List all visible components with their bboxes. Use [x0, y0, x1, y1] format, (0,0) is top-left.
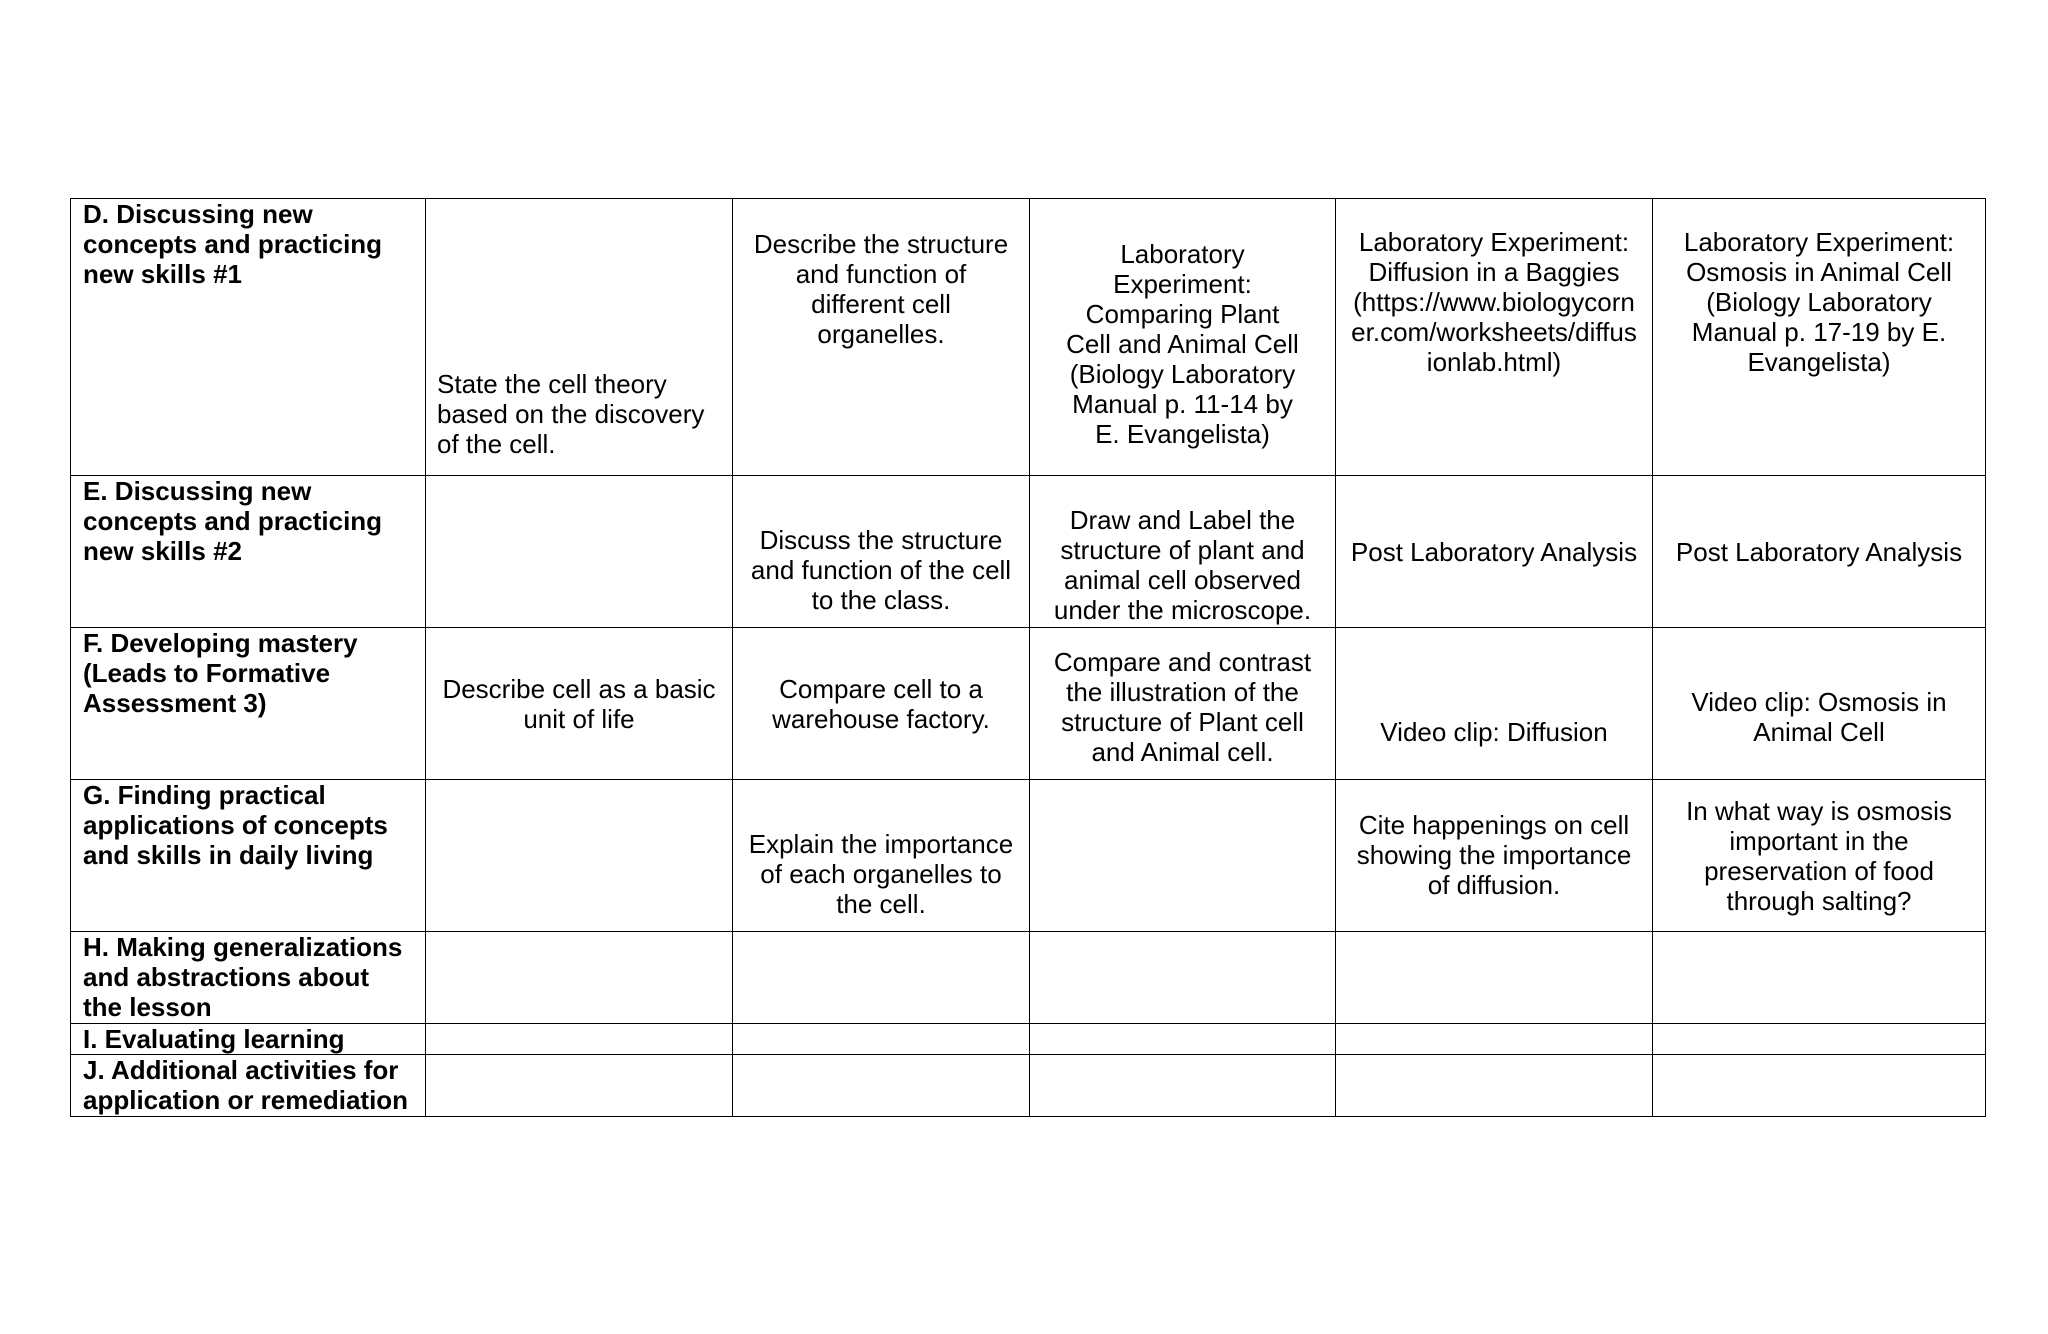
row-label: F. Developing mastery (Leads to Formative Assessment 3)	[71, 628, 426, 780]
table-row	[71, 780, 1986, 932]
table-cell	[1030, 932, 1336, 1024]
row-label: E. Discussing new concepts and practicing new skills #2	[71, 476, 426, 628]
table-row	[71, 199, 1986, 476]
lesson-plan-table	[70, 198, 1986, 1117]
table-cell: Explain the importance of each organelles to the cell.	[733, 780, 1030, 932]
table-cell	[426, 1024, 733, 1055]
row-label: I. Evaluating learning	[71, 1024, 426, 1055]
table-cell	[1030, 780, 1336, 932]
table-cell: Post Laboratory Analysis	[1336, 476, 1653, 628]
table-cell	[426, 476, 733, 628]
table-cell: Laboratory Experiment: Osmosis in Animal Cell (Biology Laboratory Manual p. 17-19 by E. Evangelista)	[1653, 199, 1986, 476]
row-label: J. Additional activities for application or remediation	[71, 1055, 426, 1117]
table-cell	[426, 780, 733, 932]
table-cell	[1336, 1024, 1653, 1055]
table-cell: Draw and Label the structure of plant and animal cell observed under the microscope.	[1030, 476, 1336, 628]
row-label: H. Making generalizations and abstractions about the lesson	[71, 932, 426, 1024]
table-cell	[733, 1055, 1030, 1117]
table-row	[71, 628, 1986, 780]
table-row	[71, 1024, 1986, 1055]
table-cell	[1336, 1055, 1653, 1117]
table-cell: Discuss the structure and function of the cell to the class.	[733, 476, 1030, 628]
row-label: G. Finding practical applications of concepts and skills in daily living	[71, 780, 426, 932]
table-cell: Describe the structure and function of different cell organelles.	[733, 199, 1030, 476]
table-row	[71, 1055, 1986, 1117]
table-cell	[733, 1024, 1030, 1055]
table-cell: Describe cell as a basic unit of life	[426, 628, 733, 780]
table-cell	[733, 932, 1030, 1024]
table-cell: Compare and contrast the illustration of the structure of Plant cell and Animal cell.	[1030, 628, 1336, 780]
table-cell: Laboratory Experiment: Comparing Plant Cell and Animal Cell (Biology Laboratory Manual p. 11-14 by E. Evangelista)	[1030, 199, 1336, 476]
table-cell	[426, 932, 733, 1024]
table-row	[71, 476, 1986, 628]
table-cell: State the cell theory based on the discovery of the cell.	[426, 199, 733, 476]
table-row	[71, 932, 1986, 1024]
row-label: D. Discussing new concepts and practicing new skills #1	[71, 199, 426, 476]
table-cell	[1653, 1055, 1986, 1117]
table-cell	[1030, 1024, 1336, 1055]
table-cell: Laboratory Experiment: Diffusion in a Baggies (https://www.biologycorn er.com/worksheets/diffus ionlab.html)	[1336, 199, 1653, 476]
table-cell	[1030, 1055, 1336, 1117]
table-cell: Post Laboratory Analysis	[1653, 476, 1986, 628]
table-cell: Compare cell to a warehouse factory.	[733, 628, 1030, 780]
table-cell: In what way is osmosis important in the preservation of food through salting?	[1653, 780, 1986, 932]
table-cell: Video clip: Osmosis in Animal Cell	[1653, 628, 1986, 780]
table-cell: Cite happenings on cell showing the importance of diffusion.	[1336, 780, 1653, 932]
table-cell	[1653, 1024, 1986, 1055]
table-cell	[1653, 932, 1986, 1024]
table-cell	[426, 1055, 733, 1117]
table-cell: Video clip: Diffusion	[1336, 628, 1653, 780]
table-cell	[1336, 932, 1653, 1024]
